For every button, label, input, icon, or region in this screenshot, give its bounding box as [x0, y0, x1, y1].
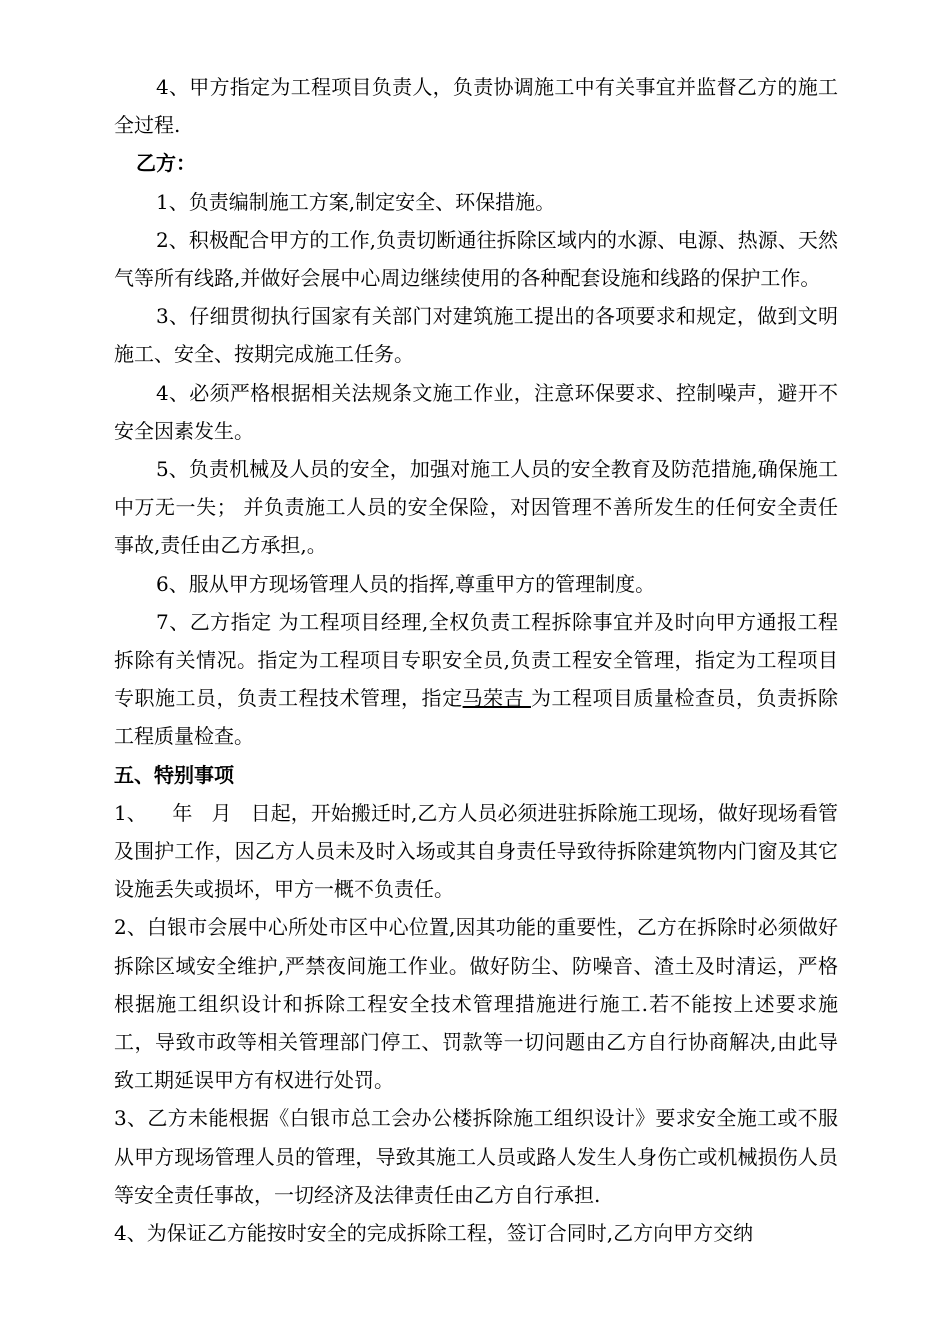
section-five-heading: 五、特别事项 — [114, 762, 234, 787]
party-a-clause-4: 4、甲方指定为工程项目负责人，负责协调施工中有关事宜并监督乙方的施工全过程. — [114, 75, 838, 138]
party-b-item-4: 4、必须严格根据相关法规条文施工作业，注意环保要求、控制噪声，避开不安全因素发生。 — [114, 380, 838, 443]
party-b-item-1: 1、负责编制施工方案,制定安全、环保措施。 — [156, 189, 556, 214]
party-b-item-3: 3、仔细贯彻执行国家有关部门对建筑施工提出的各项要求和规定，做到文明施工、安全、按期完成施工任务。 — [114, 304, 838, 367]
quality-inspector-name: 马荣吉 — [462, 686, 531, 711]
special-item-4: 4、为保证乙方能按时安全的完成拆除工程，签订合同时,乙方向甲方交纳 — [114, 1221, 754, 1246]
special-item-2: 2、白银市会展中心所处市区中心位置,因其功能的重要性，乙方在拆除时必须做好拆除区域安全维护,严禁夜间施工作业。做好防尘、防噪音、渣土及时清运，严格根据施工组织设计和拆除工程安全技术管理措施进行施工.若不能按上述要求施工，导致市政等相关管理部门停工、罚款等一切问题由乙方自行协商解决,由此导致工期延误甲方有权进行处罚。 — [114, 915, 838, 1093]
party-b-item-5: 5、负责机械及人员的安全，加强对施工人员的安全教育及防范措施,确保施工中万无一失； 并负责施工人员的安全保险，对因管理不善所发生的任何安全责任事故,责任由乙方承担,。 — [114, 457, 838, 558]
document-body — [114, 68, 838, 1252]
party-b-item-6: 6、服从甲方现场管理人员的指挥,尊重甲方的管理制度。 — [156, 571, 656, 596]
party-b-heading: 乙方： — [136, 151, 196, 176]
party-b-item-7 — [114, 603, 838, 756]
special-item-1: 1、 年 月 日起，开始搬迁时,乙方人员必须进驻拆除施工现场，做好现场看管及围护工作，因乙方人员未及时入场或其自身责任导致待拆除建筑物内门窗及其它设施丢失或损坏，甲方一概不负责任。 — [114, 800, 838, 902]
party-b-item-2: 2、积极配合甲方的工作,负责切断通往拆除区域内的水源、电源、热源、天然气等所有线路,并做好会展中心周边继续使用的各种配套设施和线路的保护工作。 — [114, 227, 838, 291]
special-item-3: 3、乙方未能根据《白银市总工会办公楼拆除施工组织设计》要求安全施工或不服从甲方现场管理人员的管理，导致其施工人员或路人发生人身伤亡或机械损伤人员等安全责任事故，一切经济及法律责任由乙方自行承担. — [114, 1106, 838, 1207]
party-b-item-7-text-before: 7、乙方指定 为工程项目经理,全权负责工程拆除事宜并及时向甲方通报工程拆除有关情况。指定为工程项目专职安全员,负责工程安全管理，指定为工程项目专职施工员，负责工程技术管理，指定 — [114, 609, 838, 711]
party-b-item-7-text-after: 为工程项目质量检查员，负责拆除工程质量检查。 — [114, 686, 839, 749]
